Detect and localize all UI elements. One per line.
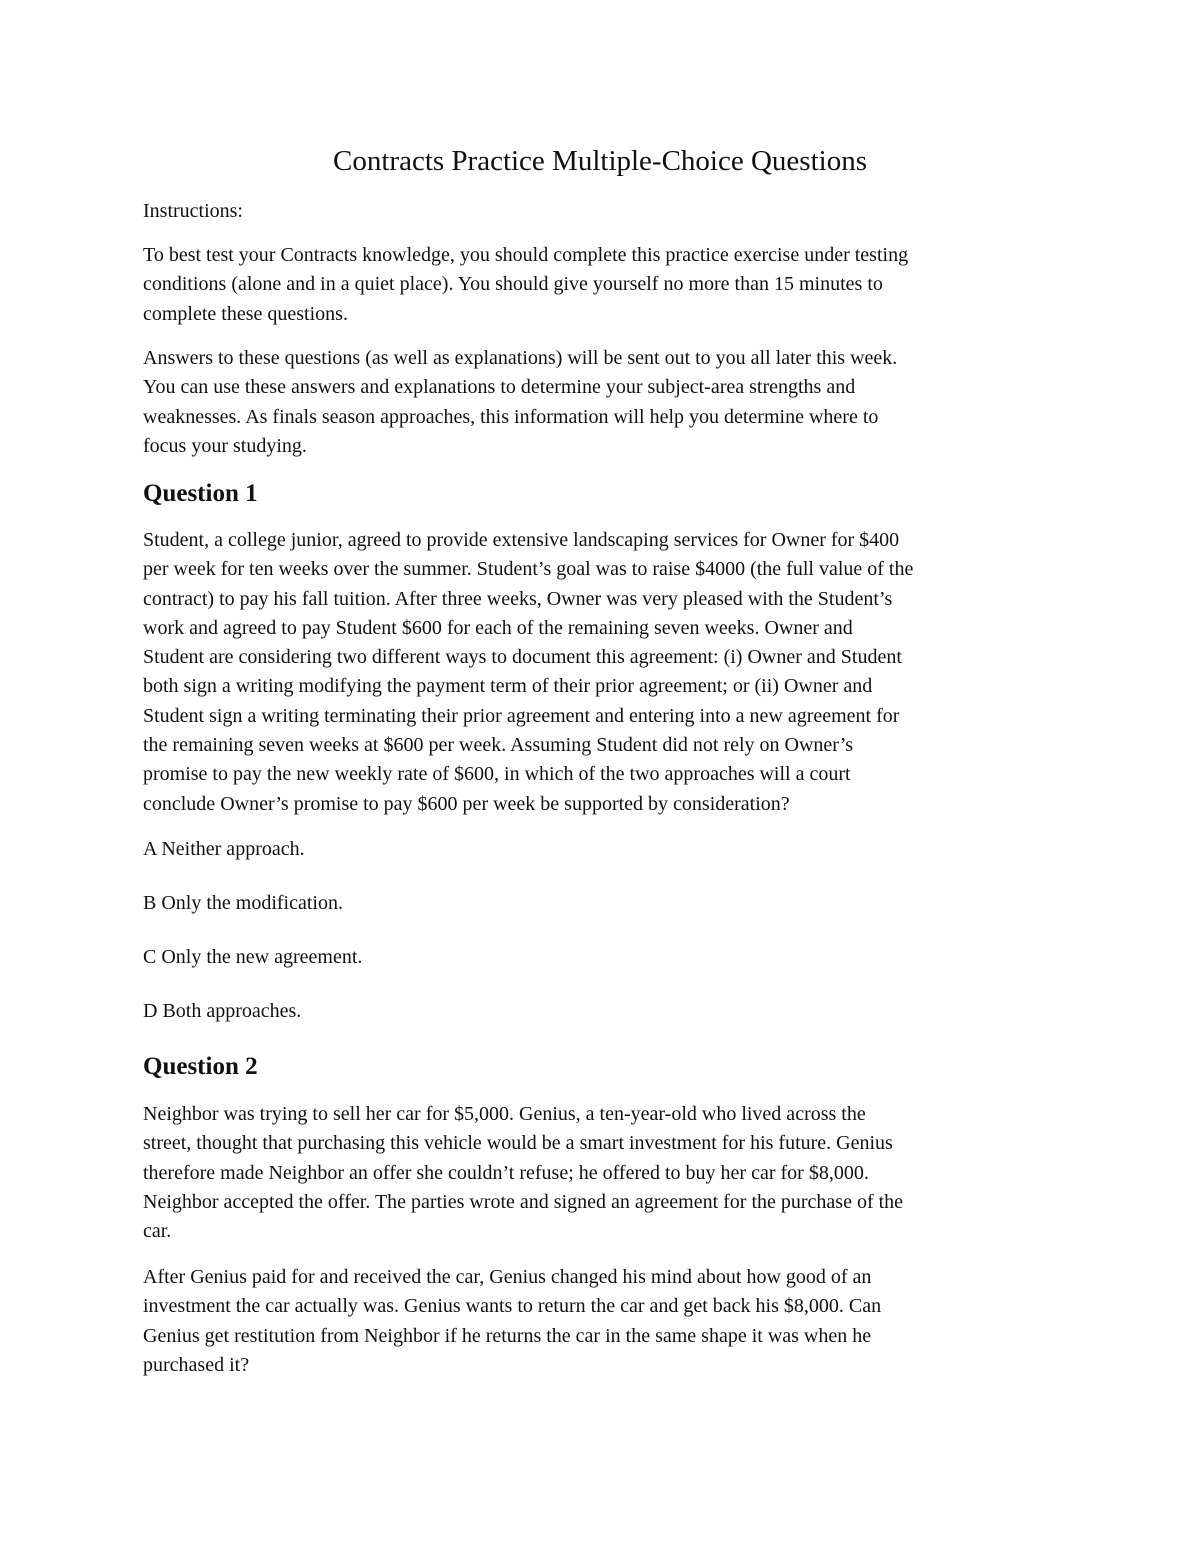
text-line: street, thought that purchasing this vehicle would be a smart investment for his future. Genius (143, 1132, 893, 1155)
question-1-heading: Question 1 (143, 480, 258, 507)
question-2-paragraph-1 (143, 1100, 1063, 1246)
text-line: therefore made Neighbor an offer she couldn’t refuse; he offered to buy her car for $8,000. (143, 1161, 869, 1184)
text-line: Neighbor was trying to sell her car for $5,000. Genius, a ten-year-old who lived across the (143, 1103, 866, 1125)
text-line: contract) to pay his fall tuition. After three weeks, Owner was very pleased with the Student’s (143, 587, 893, 610)
question-1-text (143, 526, 1063, 819)
text-line: per week for ten weeks over the summer. Student’s goal was to raise $4000 (the full value of the (143, 558, 914, 581)
question-2-paragraph-2 (143, 1263, 1063, 1380)
document-title: Contracts Practice Multiple-Choice Questions (333, 145, 867, 177)
text-line: Answers to these questions (as well as explanations) will be sent out to you all later this week. (143, 347, 898, 369)
text-line: car. (143, 1220, 172, 1243)
text-line: promise to pay the new weekly rate of $600, in which of the two approaches will a court (143, 763, 851, 786)
question-1-choice-b: B Only the modification. (143, 892, 343, 914)
question-2-heading: Question 2 (143, 1053, 258, 1080)
instructions-paragraph-1 (143, 241, 1063, 329)
text-line: both sign a writing modifying the payment term of their prior agreement; or (ii) Owner and (143, 675, 873, 698)
text-line: focus your studying. (143, 434, 307, 457)
question-1-choice-c: C Only the new agreement. (143, 946, 363, 968)
text-line: conditions (alone and in a quiet place). You should give yourself no more than 15 minutes to (143, 273, 883, 296)
text-line: To best test your Contracts knowledge, you should complete this practice exercise under testing (143, 244, 909, 266)
text-line: conclude Owner’s promise to pay $600 per week be supported by consideration? (143, 792, 790, 815)
text-line: You can use these answers and explanations to determine your subject-area strengths and (143, 376, 856, 399)
text-line: After Genius paid for and received the car, Genius changed his mind about how good of an (143, 1266, 872, 1288)
text-line: the remaining seven weeks at $600 per week. Assuming Student did not rely on Owner’s (143, 734, 854, 757)
text-line: investment the car actually was. Genius wants to return the car and get back his $8,000. Can (143, 1295, 882, 1318)
text-line: purchased it? (143, 1353, 250, 1376)
text-line: Student sign a writing terminating their prior agreement and entering into a new agreement for (143, 704, 900, 727)
text-line: complete these questions. (143, 302, 348, 325)
text-line: Genius get restitution from Neighbor if he returns the car in the same shape it was when he (143, 1324, 872, 1347)
question-1-choice-a: A Neither approach. (143, 838, 305, 860)
text-line: Neighbor accepted the offer. The parties wrote and signed an agreement for the purchase of the (143, 1190, 904, 1213)
question-1-choice-d: D Both approaches. (143, 1000, 302, 1022)
instructions-paragraph-2 (143, 344, 1063, 461)
text-line: Student, a college junior, agreed to provide extensive landscaping services for Owner for $400 (143, 529, 900, 551)
text-line: Student are considering two different ways to document this agreement: (i) Owner and Student (143, 646, 902, 669)
text-line: weaknesses. As finals season approaches, this information will help you determine where to (143, 405, 879, 428)
text-line: work and agreed to pay Student $600 for each of the remaining seven weeks. Owner and (143, 616, 853, 639)
instructions-label: Instructions: (143, 200, 243, 222)
